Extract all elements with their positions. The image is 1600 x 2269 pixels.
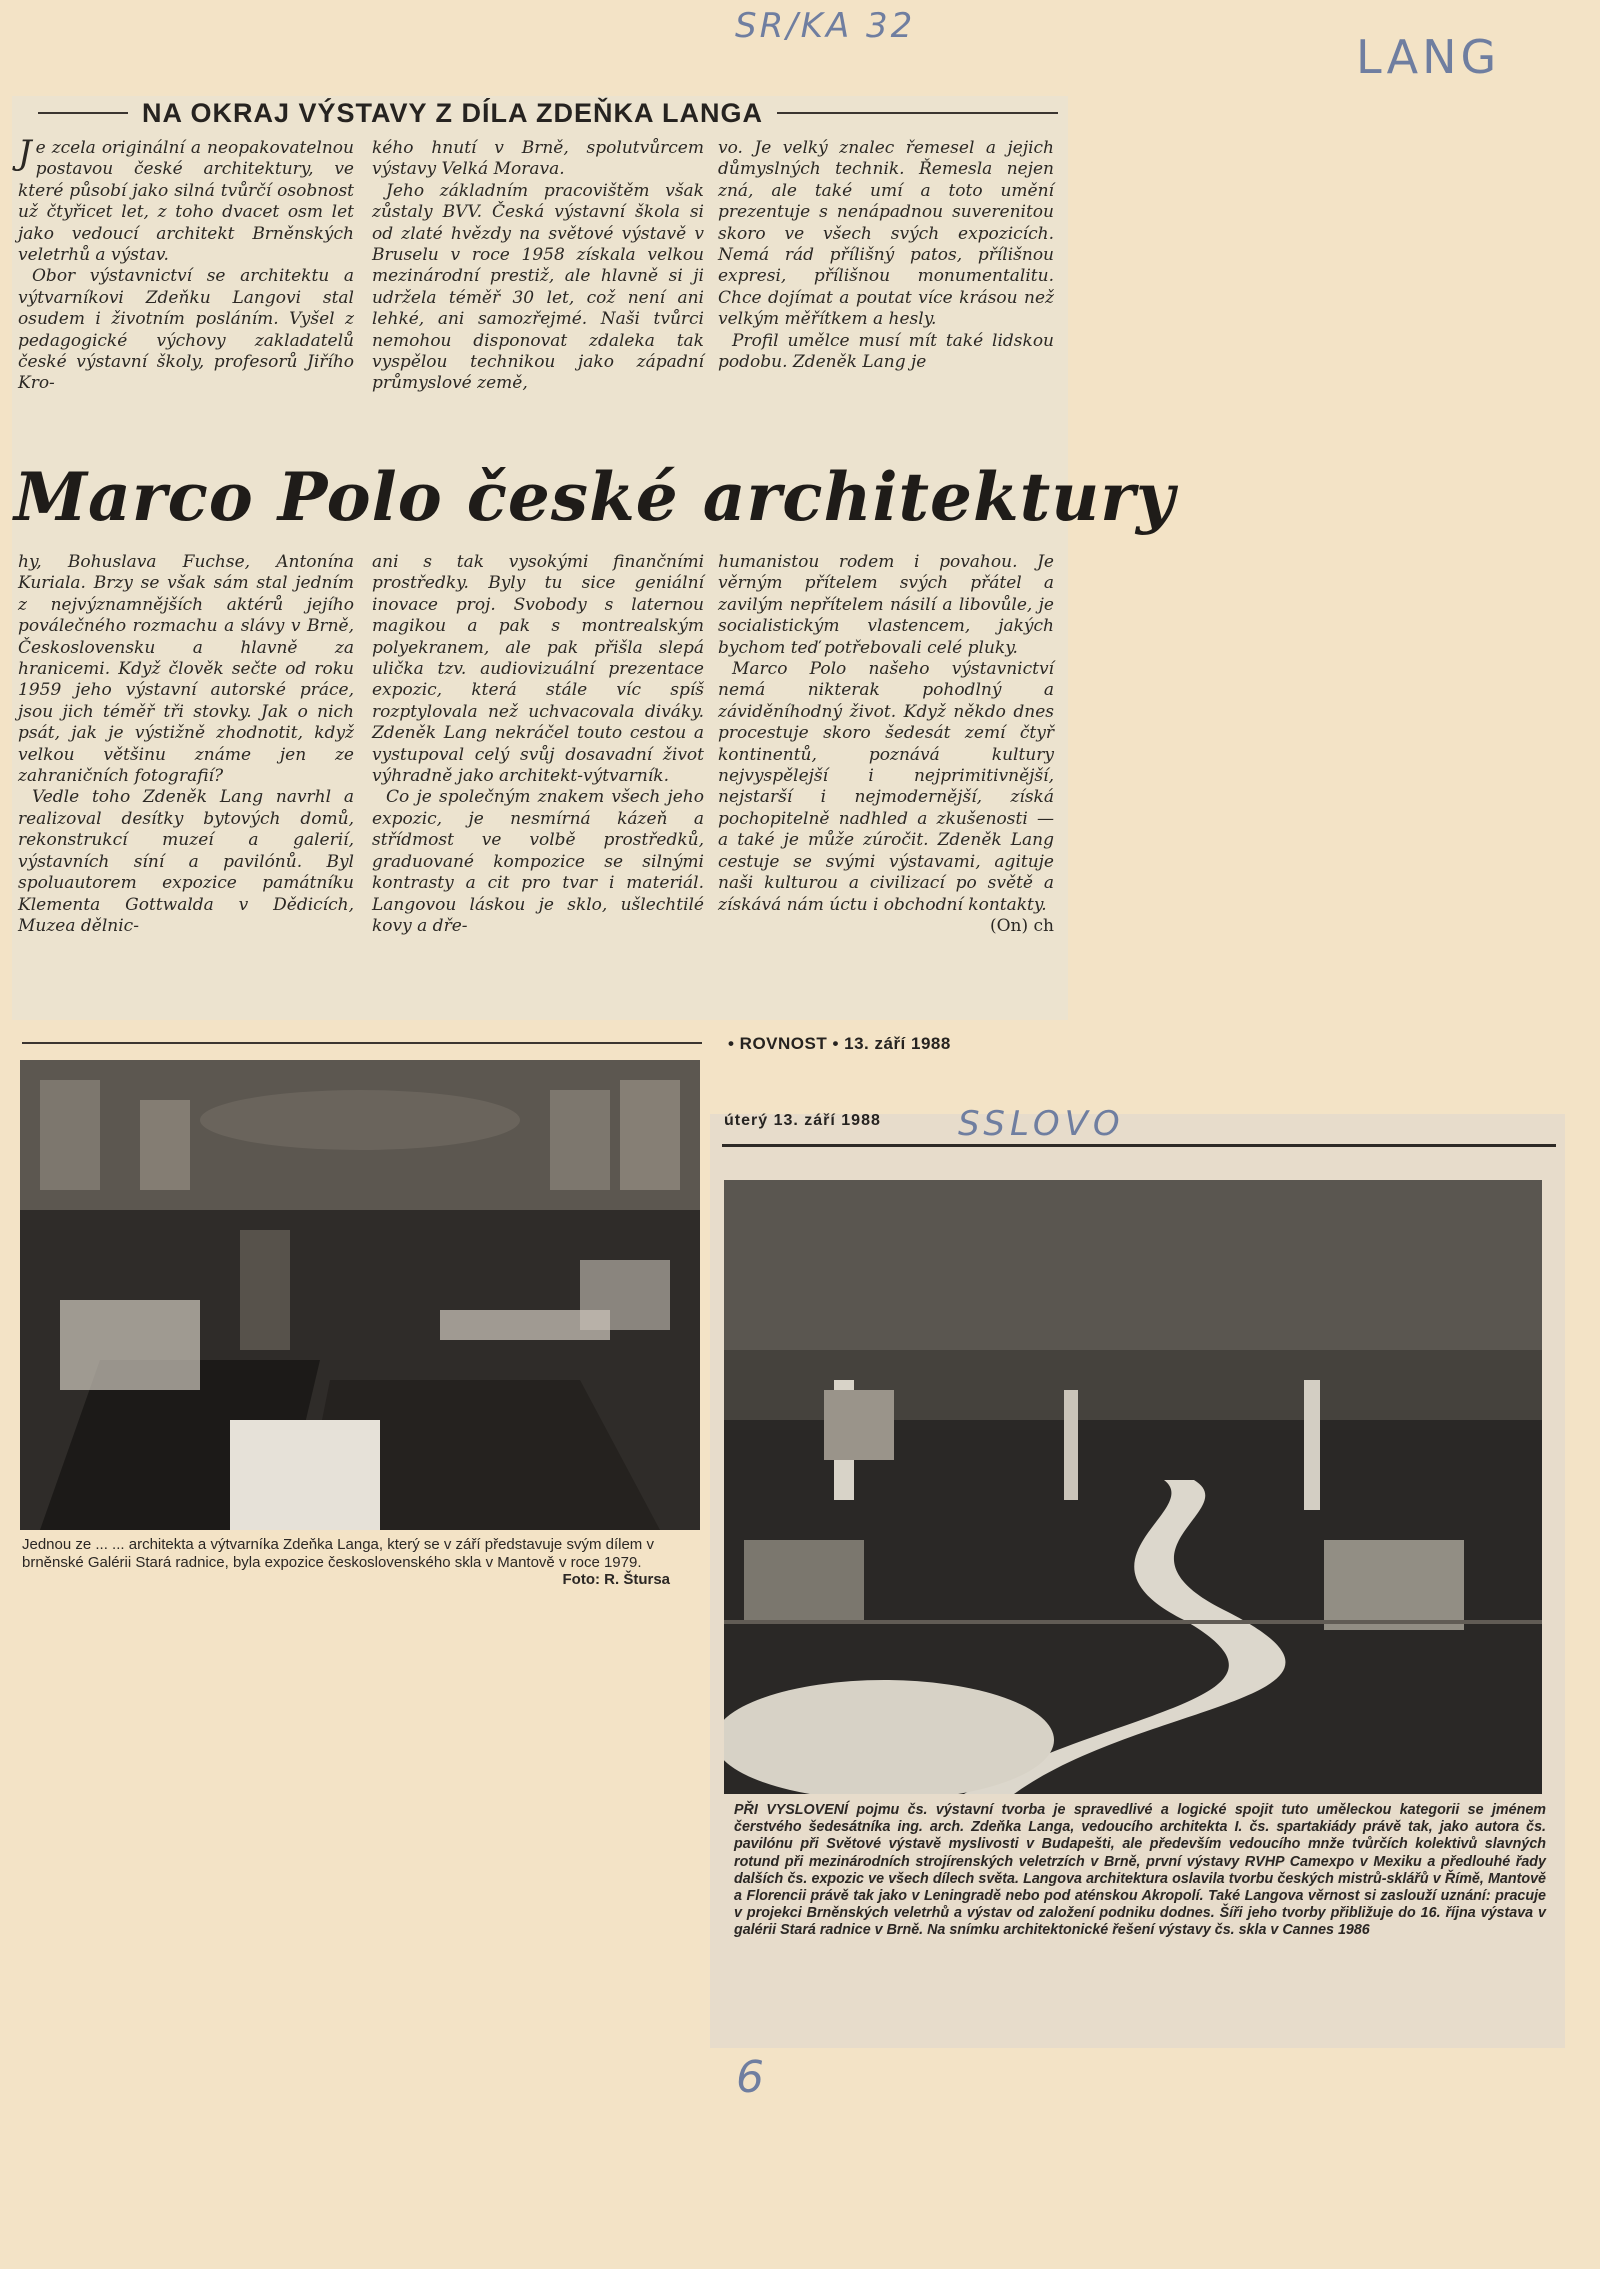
paragraph: ani s tak vysokými finančními prostředky. Byly tu sice geniální inovace proj. Svobody s laternou magikou a pak s montrealským polyekranem, ale pak přišla slepá ulička tzv. audiovizuální prezentace expozic, která stále víc spíš rozptylovala než uchvacovala diváky. Zdeněk Lang nekráčel touto cestou a vystupoval celý svůj dosavadní život výhradně jako architekt-výtvarník. xyxy=(372,552,704,787)
column-1-top xyxy=(18,133,354,395)
article-bottom-rule xyxy=(22,1042,702,1044)
kicker-rule-left xyxy=(38,112,128,114)
paragraph: Co je společným znakem všech jeho expozic, je nesmírná kázeň a střídmost ve volbě prostředků, graduované kompozice se silnými kontrasty a cit pro tvar i materiál. Langovou láskou je sklo, ušlechtilé kovy a dře- xyxy=(372,787,704,936)
photo1-caption xyxy=(22,1536,700,1589)
slovo-handwritten-note: SSLOVO xyxy=(958,1104,1125,1144)
paragraph: Marco Polo našeho výstavnictví nemá nikterak pohodlný a záviděníhodný život. Když někdo dnes procestuje skoro šedesát zemí čtyř kontinentů, poznává kultury nejvyspělejší i nejprimitivnější, nejstarší i nejmodernější, získá pochopitelně nadhled a zkušenosti — a také je může zúročit. Zdeněk Lang cestuje se svými výstavami, agituje naši kulturou a civilizací po světě a získává nám úctu i obchodní kontakty. xyxy=(718,659,1054,915)
paragraph: Je zcela originální a neopakovatelnou postavou české architektury, ve které působí jako silná tvůrčí osobnost už čtyřicet let, z toho dvacet osm let jako vedoucí architekt Brněnských veletrhů a výstav. xyxy=(18,133,354,266)
article-kicker xyxy=(38,94,1058,132)
bottom-handwritten-mark: 6 xyxy=(736,2052,764,2103)
kicker-rule-right xyxy=(777,112,1058,114)
column-3-bottom xyxy=(718,552,1054,937)
column-1-bottom xyxy=(18,552,354,937)
photo-cannes-drawing xyxy=(724,1180,1542,1794)
exhibition-photo-mantova xyxy=(20,1060,700,1530)
photo1-credit: Foto: R. Štursa xyxy=(562,1571,670,1588)
exhibition-photo-cannes xyxy=(724,1180,1542,1794)
drop-cap: J xyxy=(18,133,32,173)
photo2-caption: PŘI VYSLOVENÍ pojmu čs. výstavní tvorba je spravedlivé a logické spojit tuto uměleckou kategorii se jménem čerstvého šedesátníka ing. arch. Zdeňka Langa, vedoucího architekta I. čs. spartakiády právě tak, jako autora čs. pavilónu při Světové výstavě myslivosti v Budapešti, ale především vedoucího mnže tvůrčích kolektivů slavných rotund při mezinárodních strojírenských veletrzích v Brně, první výstavy RVHP Camexpo v Mexiku a předlouhé řady dalších čs. expozic ve všech dílech světa. Langova architektura oslavila tvorbu českých mistrů-sklářů v Římě, Mantově a Florencii právě tak jako v Leningradě nebo pod aténskou Akropolí. Také Langova věrnost si zaslouží uznání: pracuje v projekci Brněnských veletrhů a výstav od založení podniku dodnes. Šíři jeho tvorby přibližuje do 16. října výstava v galérii Stará radnice v Brně. Na snímku architektonické řešení výstavy čs. skla v Cannes 1986 xyxy=(734,1802,1546,1939)
author-signature: (On) ch xyxy=(989,915,1054,936)
column-2-top xyxy=(372,138,704,395)
paragraph: vo. Je velký znalec řemesel a jejich důmyslných technik. Řemesla nejen zná, ale také umí a toto umění prezentuje s nenápadnou suverenitou skoro ve všech svých expozicích. Nemá rád přílišný patos, přílišnou expresi, přílišnou monumentalitu. Chce dojímat a poutat více krásou než velkým měřítkem a hesly. xyxy=(718,138,1054,330)
paragraph: Jeho základním pracovištěm však zůstaly BVV. Česká výstavní škola si od zlaté hvězdy na světové výstavě v Bruselu v roce 1958 získala velkou mezinárodní prestiž, ale hlavně si ji udržela téměř 30 let, což není ani lehké, ani samozřejmé. Naši tvůrci nemohou disponovat zdaleka tak vyspělou technikou jako západní průmyslové země, xyxy=(372,180,704,394)
paragraph: Profil umělce musí mít také lidskou podobu. Zdeněk Lang je xyxy=(718,330,1054,373)
paragraph: humanistou rodem i povahou. Je věrným přítelem svých přátel a zavilým nepřítelem násilí a libovůle, je socialistickým vlastencem, jakých bychom teď potřebovali celé pluky. xyxy=(718,552,1054,658)
newspaper-date-stamp: úterý 13. září 1988 xyxy=(724,1112,881,1129)
column-2-bottom xyxy=(372,552,704,937)
column-3-top xyxy=(718,138,1054,373)
paragraph: kého hnutí v Brně, spolutvůrcem výstavy Velká Morava. xyxy=(372,138,704,180)
kicker-text: NA OKRAJ VÝSTAVY Z DÍLA ZDEŇKA LANGA xyxy=(142,97,764,128)
photo-mantova-drawing xyxy=(20,1060,700,1530)
paragraph: Obor výstavnictví se architektu a výtvarníkovi Zdeňku Langovi stal osudem i životním posláním. Vyšel z pedagogické výchovy zakladatelů české výstavní školy, profesorů Jiřího Kro- xyxy=(18,266,354,394)
photo1-caption-text: Jednou ze ... ... architekta a výtvarníka Zdeňka Langa, který se v září představuje svým dílem v brněnské Galérii Stará radnice, byla expozice československého skla v Mantově v roce 1979. xyxy=(22,1536,654,1571)
second-clipping-rule xyxy=(722,1144,1556,1147)
right-handwritten-note: LANG xyxy=(1356,30,1501,84)
dateline: • ROVNOST • 13. září 1988 xyxy=(728,1034,951,1053)
article-headline: Marco Polo české architektury xyxy=(14,458,1176,536)
paragraph: Vedle toho Zdeněk Lang navrhl a realizoval desítky bytových domů, rekonstrukcí muzeí a galerií, výstavních síní a pavilónů. Byl spoluautorem expozice památníku Klementa Gottwalda v Dědicích, Muzea dělnic- xyxy=(18,787,354,936)
paragraph: hy, Bohuslava Fuchse, Antonína Kuriala. Brzy se však sám stal jedním z nejvýznamnějších aktérů jejího poválečného rozmachu a slávy v Brně, Československu a hlavně za hranicemi. Když člověk sečte od roku 1959 jeho výstavní autorské práce, jsou jich téměř tři stovky. Jak o nich psát, jak je výstižně zhodnotit, když velkou většinu známe jen ze zahraničních fotografií? xyxy=(18,552,354,787)
top-handwritten-note: SR/KA 32 xyxy=(735,6,916,46)
